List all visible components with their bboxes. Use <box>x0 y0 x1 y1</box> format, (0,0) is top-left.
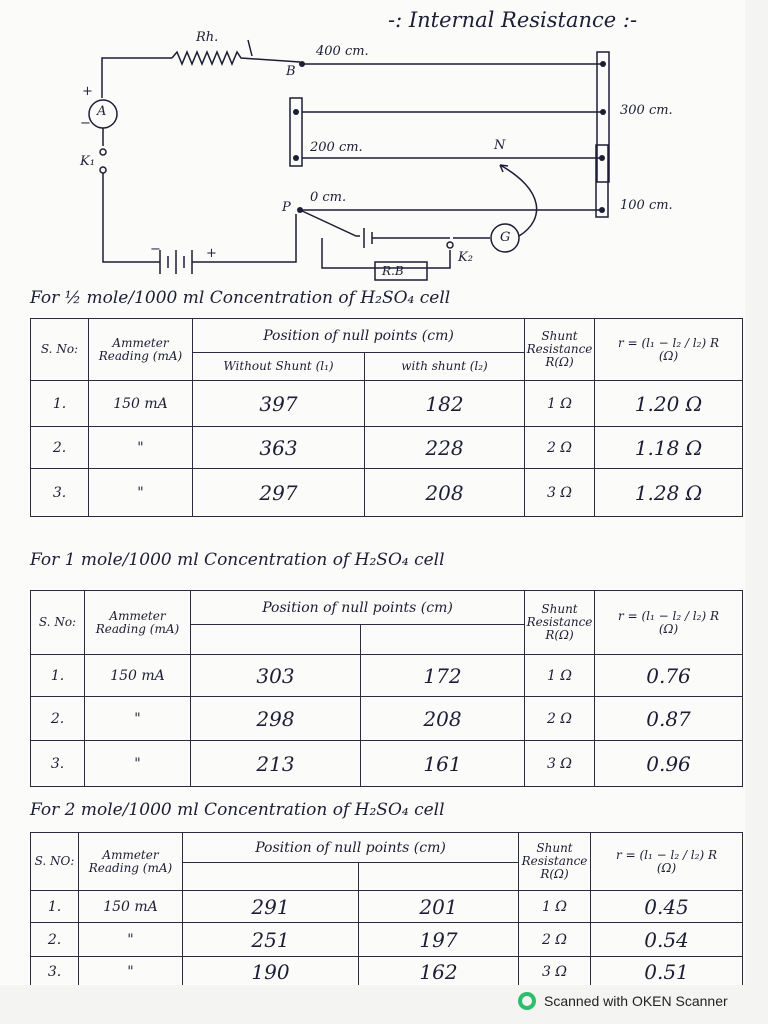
ammeter-plus-label: + <box>82 84 93 99</box>
table-cell-sno: 1. <box>31 891 79 923</box>
table-cell-shunt: 3 Ω <box>519 957 591 986</box>
table-cell-l2: 182 <box>365 381 525 427</box>
table-cell-shunt: 3 Ω <box>525 741 595 787</box>
table-cell-l1: 291 <box>183 891 359 923</box>
formula-header <box>595 319 743 381</box>
resistance-box-label: R.B <box>382 264 404 278</box>
null-point-header: Position of null points (cm) <box>193 319 525 353</box>
potentiometer-circuit-diagram <box>0 0 745 290</box>
table-cell-r: 1.28 Ω <box>595 469 743 517</box>
key2-label: K₂ <box>458 250 473 265</box>
table-cell-sno: 3. <box>31 957 79 986</box>
table-cell-r: 0.96 <box>595 741 743 787</box>
formula-unit: (Ω) <box>658 621 679 636</box>
formula-text: r = (l₁ − l₂ / l₂) R <box>618 335 719 350</box>
formula-text: r = (l₁ − l₂ / l₂) R <box>618 608 719 623</box>
sno-header: S. NO: <box>31 833 79 891</box>
section-heading: For 2 mole/1000 ml Concentration of H₂SO₄ cell <box>30 800 445 820</box>
table-cell-shunt: 1 Ω <box>525 381 595 427</box>
observation-table-one-mole <box>30 590 743 787</box>
table-cell-ammeter: 150 mA <box>89 381 193 427</box>
table-cell-l1: 363 <box>193 427 365 469</box>
scanner-watermark-text: Scanned with OKEN Scanner <box>544 993 728 1009</box>
table-cell-l2: 228 <box>365 427 525 469</box>
battery-plus-label: + <box>206 246 217 261</box>
table-cell-r: 0.76 <box>595 655 743 697</box>
length-300-label: 300 cm. <box>620 103 673 118</box>
table-cell-sno: 2. <box>31 697 85 741</box>
battery-minus-label: − <box>150 242 161 257</box>
table-cell-shunt: 3 Ω <box>525 469 595 517</box>
point-b-label: B <box>286 64 296 79</box>
table-cell-ammeter: " <box>89 469 193 517</box>
table-cell-r: 0.54 <box>591 923 743 957</box>
table-cell-shunt: 2 Ω <box>519 923 591 957</box>
table-cell-l2: 197 <box>359 923 519 957</box>
table-cell-shunt: 2 Ω <box>525 697 595 741</box>
table-cell-shunt: 1 Ω <box>525 655 595 697</box>
ammeter-header: Ammeter Reading (mA) <box>89 319 193 381</box>
table-cell-l1: 213 <box>191 741 361 787</box>
shunt-header: Shunt Resistance R(Ω) <box>519 833 591 891</box>
point-n-label: N <box>494 138 506 153</box>
table-cell-ammeter: " <box>85 697 191 741</box>
rheostat-label: Rh. <box>196 30 219 45</box>
table-cell-ammeter: 150 mA <box>85 655 191 697</box>
with-shunt-header: with shunt (l₂) <box>365 353 525 381</box>
table-cell-ammeter: 150 mA <box>79 891 183 923</box>
shunt-header: Shunt Resistance R(Ω) <box>525 319 595 381</box>
table-cell-sno: 1. <box>31 381 89 427</box>
scanner-watermark <box>518 990 728 1012</box>
ammeter-label: A <box>97 104 107 119</box>
table-cell-shunt: 2 Ω <box>525 427 595 469</box>
table-cell-l2: 208 <box>365 469 525 517</box>
sno-header: S. No: <box>31 591 85 655</box>
key1-label: K₁ <box>80 154 95 169</box>
table-cell-r: 1.20 Ω <box>595 381 743 427</box>
table-cell-l2: 208 <box>361 697 525 741</box>
without-shunt-header: Without Shunt (l₁) <box>193 353 365 381</box>
table-cell-l2: 162 <box>359 957 519 986</box>
formula-text: r = (l₁ − l₂ / l₂) R <box>616 847 717 862</box>
table-cell-l1: 298 <box>191 697 361 741</box>
length-0-label: 0 cm. <box>310 190 347 205</box>
table-cell-r: 0.51 <box>591 957 743 986</box>
observation-table-two-mole <box>30 832 743 985</box>
observation-table-half-mole <box>30 318 743 517</box>
null-point-header: Position of null points (cm) <box>183 833 519 863</box>
table-cell-l2: 172 <box>361 655 525 697</box>
table-cell-shunt: 1 Ω <box>519 891 591 923</box>
empty-subheader-cell <box>359 863 519 891</box>
table-cell-l2: 161 <box>361 741 525 787</box>
formula-header <box>591 833 743 891</box>
table-cell-sno: 2. <box>31 923 79 957</box>
null-point-header: Position of null points (cm) <box>191 591 525 625</box>
table-cell-sno: 1. <box>31 655 85 697</box>
page-title: -: Internal Resistance :- <box>388 8 638 32</box>
section-heading: For ½ mole/1000 ml Concentration of H₂SO₄ cell <box>30 288 451 308</box>
table-cell-r: 1.18 Ω <box>595 427 743 469</box>
empty-subheader-cell <box>183 863 359 891</box>
table-cell-sno: 3. <box>31 469 89 517</box>
shunt-header: Shunt Resistance R(Ω) <box>525 591 595 655</box>
sno-header: S. No: <box>31 319 89 381</box>
table-cell-ammeter: " <box>89 427 193 469</box>
table-cell-r: 0.45 <box>591 891 743 923</box>
empty-subheader-cell <box>361 625 525 655</box>
table-cell-l1: 303 <box>191 655 361 697</box>
ammeter-header: Ammeter Reading (mA) <box>79 833 183 891</box>
galvanometer-label: G <box>500 230 511 245</box>
length-100-label: 100 cm. <box>620 198 673 213</box>
table-cell-ammeter: " <box>79 923 183 957</box>
table-cell-l2: 201 <box>359 891 519 923</box>
oken-scanner-logo-icon <box>518 992 536 1010</box>
table-cell-ammeter: " <box>79 957 183 986</box>
table-cell-l1: 297 <box>193 469 365 517</box>
length-400-label: 400 cm. <box>316 44 369 59</box>
section-heading: For 1 mole/1000 ml Concentration of H₂SO₄ cell <box>30 550 445 570</box>
formula-unit: (Ω) <box>656 860 677 875</box>
ammeter-minus-label: − <box>80 116 91 131</box>
table-cell-l1: 251 <box>183 923 359 957</box>
table-cell-l1: 397 <box>193 381 365 427</box>
table-cell-sno: 3. <box>31 741 85 787</box>
table-cell-l1: 190 <box>183 957 359 986</box>
table-cell-sno: 2. <box>31 427 89 469</box>
formula-header <box>595 591 743 655</box>
length-200-label: 200 cm. <box>310 140 363 155</box>
formula-unit: (Ω) <box>658 348 679 363</box>
empty-subheader-cell <box>191 625 361 655</box>
table-cell-r: 0.87 <box>595 697 743 741</box>
ammeter-header: Ammeter Reading (mA) <box>85 591 191 655</box>
table-cell-ammeter: " <box>85 741 191 787</box>
point-p-label: P <box>282 200 291 215</box>
